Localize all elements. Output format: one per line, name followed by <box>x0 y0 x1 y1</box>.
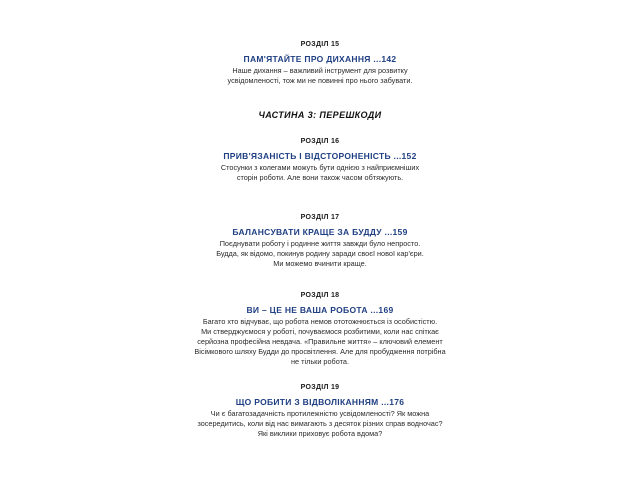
chapter-description: Стосунки з колегами можуть бути однією з найприємніших сторін роботи. Але вони також часом обтяжують. <box>220 163 420 182</box>
chapter-description: Багато хто відчуває, що робота немов ототожнюється із особистістю. Ми стверджуємося у роботі, почуваємося розбитими, коли нас спіткає серйозна професійна невдача. «Правильне життя» – ключовий елемент Вісімкового шляху Будди до просвітлення. Але для пробудження потрібна не тільки робота. <box>194 317 446 366</box>
toc-entry-chapter-17 <box>0 213 640 291</box>
chapter-title: ВИ – ЦЕ НЕ ВАША РОБОТА ...169 <box>246 305 394 315</box>
table-of-contents <box>0 40 640 439</box>
chapter-description: Чи є багатозадачність протилежністю усвідомленості? Як можна зосередитись, коли від нас вимагають з десяток різних справ водночас? Які виклики приховує робота вдома? <box>197 409 443 438</box>
toc-entry-chapter-19 <box>0 383 640 439</box>
chapter-label: РОЗДІЛ 17 <box>300 214 340 221</box>
chapter-title: ЩО РОБИТИ З ВІДВОЛІКАННЯМ ...176 <box>235 397 405 407</box>
chapter-title: ПРИВ'ЯЗАНІСТЬ І ВІДСТОРОНЕНІСТЬ ...152 <box>223 151 417 161</box>
chapter-title: БАЛАНСУВАТИ КРАЩЕ ЗА БУДДУ ...159 <box>232 227 408 237</box>
toc-entry-chapter-15 <box>0 40 640 92</box>
chapter-label: РОЗДІЛ 15 <box>300 41 340 48</box>
chapter-label: РОЗДІЛ 16 <box>300 138 340 145</box>
chapter-description: Наше дихання – важливий інструмент для розвитку усвідомленості, тож ми не повинні про нього забувати. <box>227 66 413 85</box>
part-heading: ЧАСТИНА 3: ПЕРЕШКОДИ <box>258 110 382 120</box>
toc-entry-chapter-16 <box>0 137 640 213</box>
chapter-title: ПАМ'ЯТАЙТЕ ПРО ДИХАННЯ ...142 <box>243 54 397 64</box>
chapter-label: РОЗДІЛ 18 <box>300 292 340 299</box>
chapter-description: Поєднувати роботу і родинне життя завжди було непросто. Будда, як відомо, покинув родину заради своєї нової кар'єри. Ми можемо вчинити краще. <box>216 239 424 268</box>
chapter-label: РОЗДІЛ 19 <box>300 384 340 391</box>
toc-entry-chapter-18 <box>0 291 640 383</box>
